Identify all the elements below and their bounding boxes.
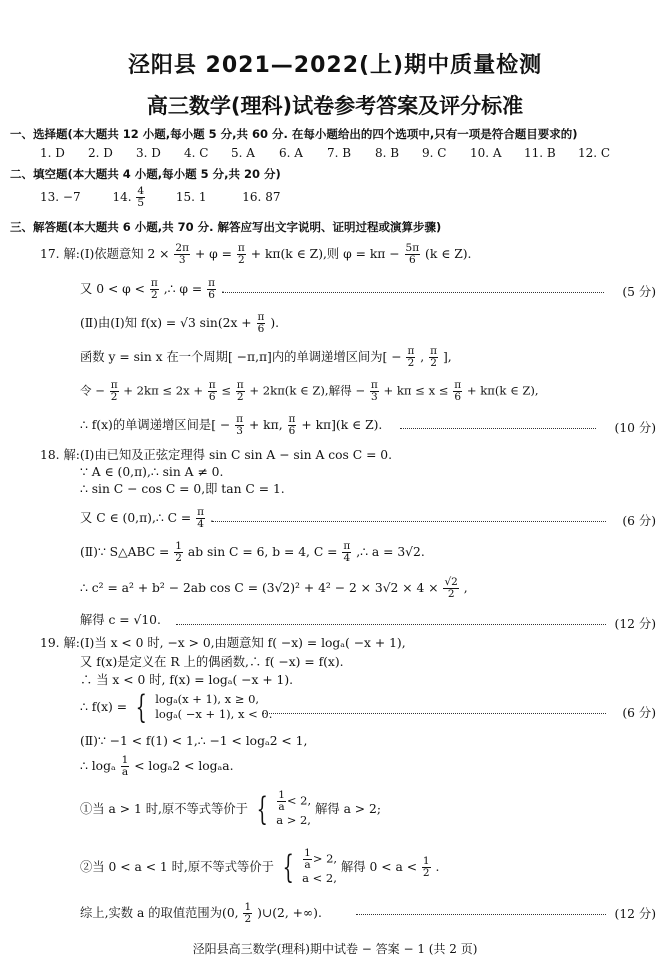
- q19-line-6: ∴ logₐ $\frac{1}{a}$ < logₐ2 < logₐa.: [80, 754, 234, 778]
- mc-answer: 9. C: [422, 146, 447, 160]
- mc-answer: 7. B: [327, 146, 352, 160]
- page-footer: 泾阳县高三数学(理科)期中试卷 − 答案 − 1 (共 2 页): [192, 942, 478, 956]
- q19-line-1: 19. 解:(Ⅰ)当 x < 0 时, −x > 0,由题意知 f( −x) = logₐ( −x + 1),: [40, 636, 406, 650]
- answer-value: 1: [198, 190, 207, 204]
- fraction: $\frac{4}{5}$: [137, 185, 145, 209]
- q18-line-7: 解得 c = √10.: [80, 613, 161, 627]
- answer-value: 87: [265, 190, 281, 204]
- q17-line-2: 又 0 < φ < $\frac{\pi}{2}$ ,∴ φ = $\frac{\pi}{6}$ .: [80, 277, 225, 301]
- answer-number: 16.: [242, 190, 262, 204]
- score-marker: (12 分): [614, 617, 656, 631]
- mc-answer: 3. D: [136, 146, 161, 160]
- q19-line-9: 综上,实数 a 的取值范围为(0, $\frac{1}{2}$ )∪(2, +∞).: [80, 901, 322, 925]
- q18-line-3: ∴ sin C − cos C = 0,即 tan C = 1.: [80, 482, 285, 496]
- mc-answer: 10. A: [470, 146, 502, 160]
- q19-line-2: 又 f(x)是定义在 R 上的偶函数,∴ f( −x) = f(x).: [80, 655, 344, 669]
- q18-line-1: 18. 解:(Ⅰ)由已知及正弦定理得 sin C sin A − sin A cos C = 0.: [40, 448, 393, 462]
- q17-line-6: ∴ f(x)的单调递增区间是[ − $\frac{\pi}{3}$ + kπ, $\frac{\pi}{6}$ + kπ](k ∈ Z).: [80, 413, 383, 437]
- q18-line-2: ∵ A ∈ (0,π),∴ sin A ≠ 0.: [80, 465, 224, 479]
- leader-dots: [176, 624, 606, 625]
- answer-value: −7: [62, 190, 81, 204]
- mc-answer: 1. D: [40, 146, 65, 160]
- q18-line-6: ∴ c² = a² + b² − 2ab cos C = (3√2)² + 4² − 2 × 3√2 × 4 × $\frac{√2}{2}$ ,: [80, 576, 468, 600]
- answer-number: 15.: [175, 190, 195, 204]
- q17-line-1: 17. 解:(Ⅰ)依题意知 2 × $\frac{2\pi}{3}$ + φ = $\frac{\pi}{2}$ + kπ(k ∈ Z),则 φ = kπ − $\frac{5\pi}{6}$ (k ∈ Z).: [40, 242, 472, 266]
- leader-dots: [212, 521, 606, 522]
- q19-line-8: ②当 0 < a < 1 时,原不等式等价于 { $\frac{1}{a}$ > 2, a < 2, 解得 0 < a < $\frac{1}{2}$ .: [80, 847, 440, 886]
- score-marker: (12 分): [614, 907, 656, 921]
- score-marker: (6 分): [622, 706, 656, 720]
- leader-dots: [262, 713, 606, 714]
- leader-dots: [356, 914, 606, 915]
- mc-answer: 11. B: [524, 146, 556, 160]
- score-marker: (5 分): [622, 285, 656, 299]
- answer-number: 14.: [112, 190, 132, 204]
- q17-line-3: (Ⅱ)由(Ⅰ)知 f(x) = √3 sin(2x + $\frac{\pi}{6}$ ).: [80, 311, 280, 335]
- section-fill-blank-heading: 二、填空题(本大题共 4 小题,每小题 5 分,共 20 分): [10, 167, 281, 181]
- q19-line-4: ∴ f(x) = { logₐ(x + 1), x ≥ 0, logₐ( −x + 1), x < 0.: [80, 688, 273, 726]
- answer-number: 13.: [40, 190, 60, 204]
- q19-line-7: ①当 a > 1 时,原不等式等价于 { $\frac{1}{a}$ < 2, a > 2, 解得 a > 2;: [80, 789, 381, 828]
- leader-dots: [400, 428, 596, 429]
- q18-line-5: (Ⅱ)∵ S△ABC = $\frac{1}{2}$ ab sin C = 6, b = 4, C = $\frac{\pi}{4}$ ,∴ a = 3√2.: [80, 540, 425, 564]
- mc-answer: 4. C: [184, 146, 209, 160]
- q19-line-3: ∴ 当 x < 0 时, f(x) = logₐ( −x + 1).: [80, 673, 294, 687]
- exam-title: 泾阳县 2021—2022(上)期中质量检测: [127, 53, 543, 78]
- mc-answer: 6. A: [279, 146, 303, 160]
- q17-line-4: 函数 y = sin x 在一个周期[ −π,π]内的单调递增区间为[ − $\frac{\pi}{2}$ , $\frac{\pi}{2}$ ],: [80, 345, 452, 369]
- answer-key-title: 高三数学(理科)试卷参考答案及评分标准: [146, 94, 524, 118]
- mc-answer: 2. D: [88, 146, 113, 160]
- section-solutions-heading: 三、解答题(本大题共 6 小题,共 70 分. 解答应写出文字说明、证明过程或演算步骤): [10, 220, 442, 234]
- fill-blank-answers: [40, 186, 280, 209]
- score-marker: (6 分): [622, 514, 656, 528]
- mc-answer: 12. C: [578, 146, 611, 160]
- q18-line-4: 又 C ∈ (0,π),∴ C = $\frac{\pi}{4}$ .: [80, 506, 214, 530]
- mc-answer: 5. A: [231, 146, 255, 160]
- leader-dots: [222, 292, 604, 293]
- mc-answer: 8. B: [375, 146, 400, 160]
- q17-line-5: 令 − $\frac{\pi}{2}$ + 2kπ ≤ 2x + $\frac{\pi}{6}$ ≤ $\frac{\pi}{2}$ + 2kπ(k ∈ Z),解得 − $\frac{\pi}{3}$ + kπ ≤ x ≤ $\frac{\pi}{6}$ + kπ(k ∈ Z),: [80, 379, 539, 403]
- section-multiple-choice-heading: 一、选择题(本大题共 12 小题,每小题 5 分,共 60 分. 在每小题给出的四个选项中,只有一项是符合题目要求的): [10, 127, 578, 141]
- q19-line-5: (Ⅱ)∵ −1 < f(1) < 1,∴ −1 < logₐ2 < 1,: [80, 734, 308, 748]
- score-marker: (10 分): [614, 421, 656, 435]
